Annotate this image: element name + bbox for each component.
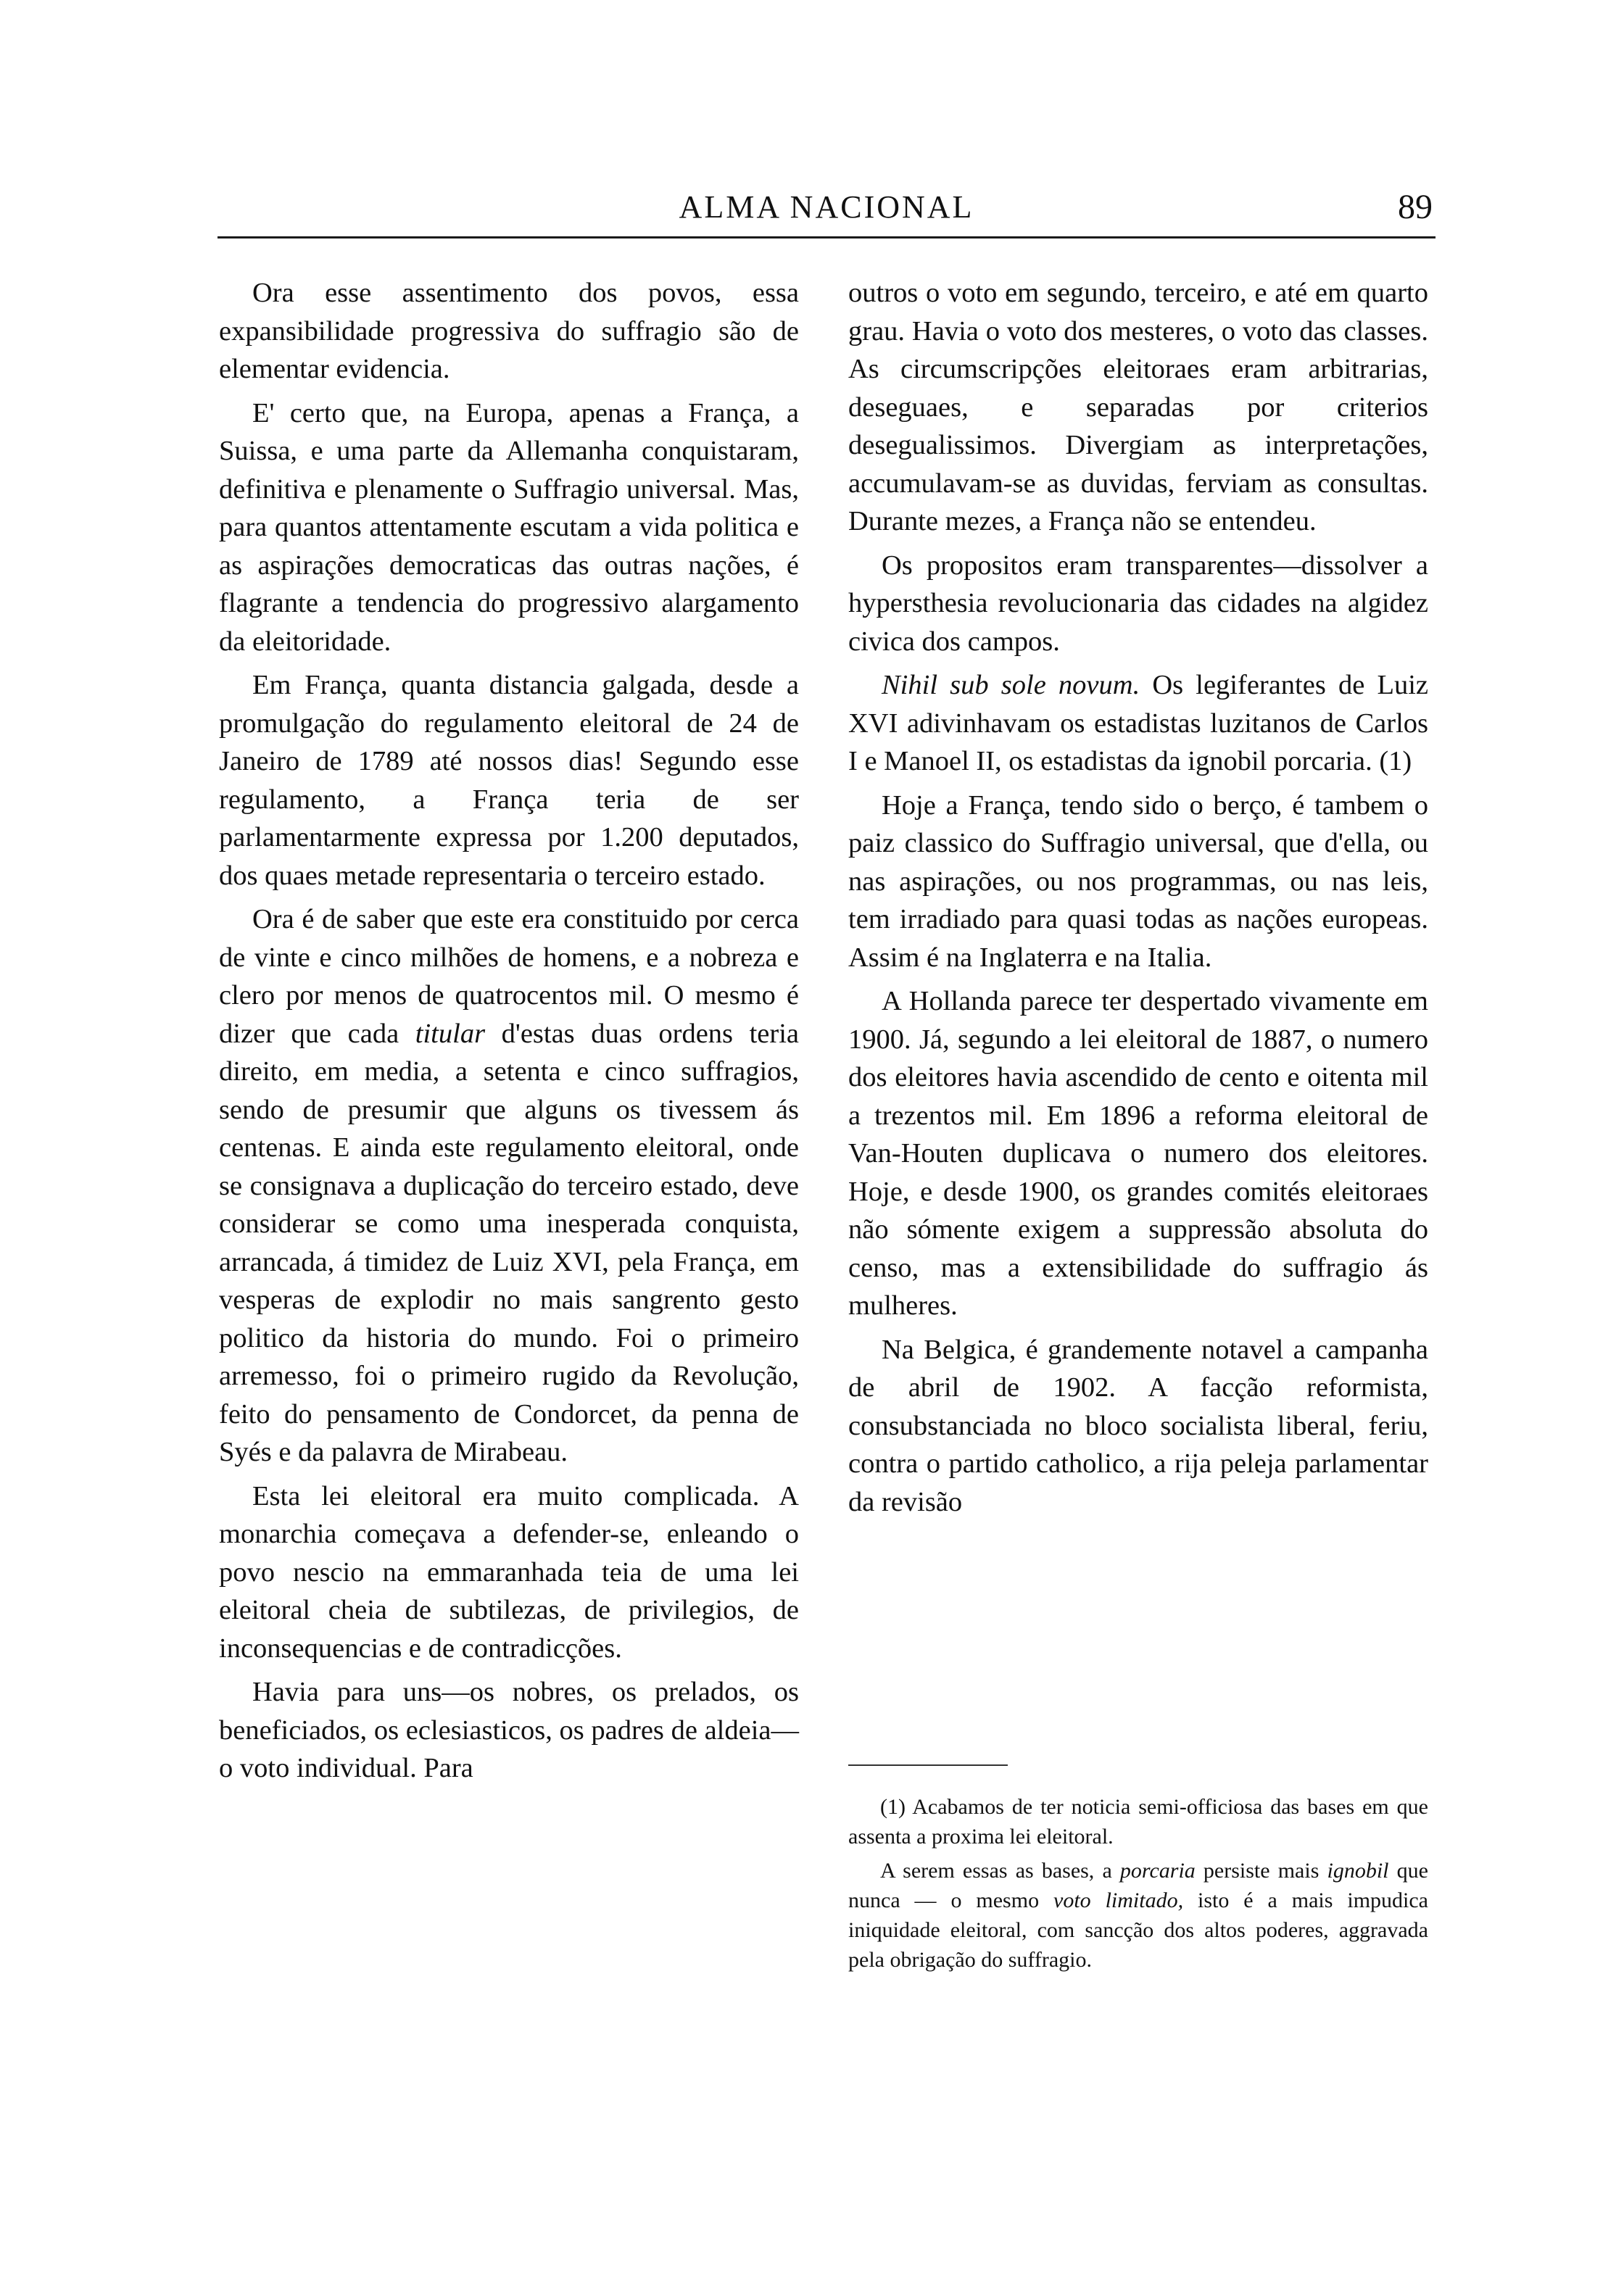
page-number: 89 (1398, 188, 1433, 226)
italic-phrase: Nihil sub sole novum. (882, 670, 1140, 700)
page-header (218, 184, 1436, 238)
paragraph: Na Belgica, é grandemente notavel a campanha de abril de 1902. A facção reformista, consubstanciada no bloco socialista liberal, feriu, contra o partido catholico, a rija peleja parlamentar da revisão (848, 1334, 1428, 1517)
footnote: A serem essas as bases, a porcaria persiste mais ignobil que nunca — o mesmo voto limitado, isto é a mais impudica iniquidade eleitoral, com sancção dos altos poderes, aggravada pela obrigação do suffragio. (848, 1859, 1428, 1972)
paragraph: Os propositos eram transparentes—dissolver a hypersthesia revolucionaria das cidades na algidez civica dos campos. (848, 549, 1428, 657)
footnote: (1) Acabamos de ter noticia semi-officiosa das bases em que assenta a proxima lei eleitoral. (848, 1795, 1428, 1849)
paragraph: Em França, quanta distancia galgada, desde a promulgação do regulamento eleitoral de 24 de Janeiro de 1789 até nossos dias! Segundo esse regulamento, a França teria de ser parlamentarmente expressa por 1.200 deputados, dos quaes metade representaria o terceiro estado. (219, 670, 799, 891)
right-column (848, 274, 1428, 1527)
paragraph: Havia para uns—os nobres, os prelados, os beneficiados, os eclesiasticos, os padres de aldeia—o voto individual. Para (219, 1677, 799, 1783)
footnotes (848, 1792, 1428, 1979)
footnote-separator (848, 1764, 1008, 1766)
paragraph: Nihil sub sole novum. Os legiferantes de Luiz XVI adivinhavam os estadistas luzitanos de Carlos I e Manoel II, os estadistas da ignobil porcaria. (1) (848, 670, 1428, 776)
paragraph: Hoje a França, tendo sido o berço, é tambem o paiz classico do Suffragio universal, que d'ella, ou nas aspirações, ou nos programmas, ou nas leis, tem irradiado para quasi todas as nações europeas. Assim é na Inglaterra e na Italia. (848, 789, 1428, 973)
left-column (219, 274, 799, 1793)
paragraph-continued: outros o voto em segundo, terceiro, e até em quarto grau. Havia o voto dos mesteres, o voto das classes. As circumscripções eleitoraes eram arbitrarias, deseguaes, e separadas por criterios desegualissimos. Divergiam as interpretações, accumulavam-se as duvidas, ferviam as consultas. Durante mezes, a França não se entendeu. (848, 278, 1428, 536)
paragraph: Ora esse assentimento dos povos, essa expansibilidade progressiva do suffragio são de elementar evidencia. (219, 278, 799, 384)
paragraph: Ora é de saber que este era constituido por cerca de vinte e cinco milhões de homens, e a nobreza e clero por menos de quatrocentos mil. O mesmo é dizer que cada titular d'estas duas ordens teria direito, em media, a setenta e cinco suffragios, sendo de presumir que alguns os tivessem ás centenas. E ainda este regulamento eleitoral, onde se consignava a duplicação do terceiro estado, deve considerar se como uma inesperada conquista, arrancada, á timidez de Luiz XVI, pela França, em vesperas de explodir no mais sangrento gesto politico da historia do mundo. Foi o primeiro arremesso, foi o primeiro rugido da Revolução, feito do pensamento de Condorcet, da penna de Syés e da palavra de Mirabeau. (219, 904, 799, 1467)
paragraph: Esta lei eleitoral era muito complicada. A monarchia começava a defender-se, enleando o povo nescio na emmaranhada teia de uma lei eleitoral cheia de subtilezas, de privilegios, de inconsequencias e de contradicções. (219, 1480, 799, 1664)
paragraph: A Hollanda parece ter despertado vivamente em 1900. Já, segundo a lei eleitoral de 1887, o numero dos eleitores havia ascendido de cento e oitenta mil a trezentos mil. Em 1896 a reforma eleitoral de Van-Houten duplicava o numero dos eleitores. Hoje, e desde 1900, os grandes comités eleitoraes não sómente exigem a suppressão absoluta do censo, mas a extensibilidade do suffragio ás mulheres. (848, 986, 1428, 1321)
paragraph: E' certo que, na Europa, apenas a França, a Suissa, e uma parte da Allemanha conquistaram, definitiva e plenamente o Suffragio universal. Mas, para quantos attentamente escutam a vida politica e as aspirações democraticas das outras nações, é flagrante a tendencia do progressivo alargamento da eleitoridade. (219, 397, 799, 657)
running-title: ALMA NACIONAL (679, 189, 974, 225)
italic-word: titular (415, 1018, 486, 1049)
